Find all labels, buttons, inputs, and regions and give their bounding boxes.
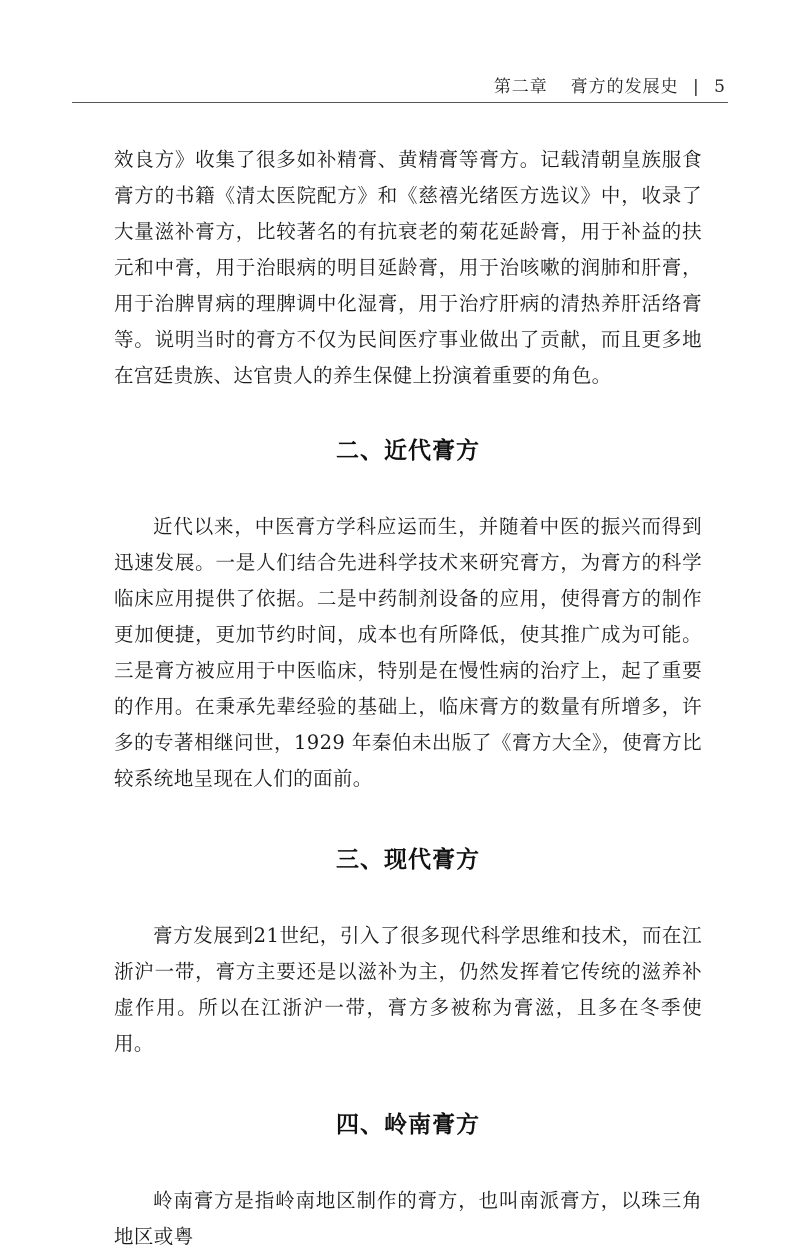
chapter-label: 第二章 xyxy=(493,77,548,97)
paragraph-lingnan: 岭南膏方是指岭南地区制作的膏方，也叫南派膏方，以珠三角地区或粤 xyxy=(114,1189,702,1248)
page-body xyxy=(114,142,702,1255)
running-header xyxy=(494,72,726,97)
section-heading-lingnan: 四、岭南膏方 xyxy=(336,1112,480,1138)
page-number: 5 xyxy=(714,77,726,97)
chapter-title: 膏方的发展史 xyxy=(570,77,679,97)
section-heading-modern-era: 二、近代膏方 xyxy=(336,438,480,464)
paragraph-contemporary: 膏方发展到21世纪，引入了很多现代科学思维和技术，而在江浙沪一带，膏方主要还是以滋补为主，仍然发挥着它传统的滋养补虚作用。所以在江浙沪一带，膏方多被称为膏滋，且多在冬季使用。 xyxy=(114,924,702,1055)
header-separator: | xyxy=(693,77,700,97)
paragraph-continued: 效良方》收集了很多如补精膏、黄精膏等膏方。记载清朝皇族服食膏方的书籍《清太医院配方》和《慈禧光绪医方选议》中，收录了大量滋补膏方，比较著名的有抗衰老的菊花延龄膏，用于补益的扶元和中膏，用于治眼病的明目延龄膏，用于治咳嗽的润肺和肝膏，用于治脾胃病的理脾调中化湿膏，用于治疗肝病的清热养肝活络膏等。说明当时的膏方不仅为民间医疗事业做出了贡献，而且更多地在宫廷贵族、达官贵人的养生保健上扮演着重要的角色。 xyxy=(114,148,702,387)
paragraph-modern-era: 近代以来，中医膏方学科应运而生，并随着中医的振兴而得到迅速发展。一是人们结合先进科学技术来研究膏方，为膏方的科学临床应用提供了依据。二是中药制剂设备的应用，使得膏方的制作更加便捷，更加节约时间，成本也有所降低，使其推广成为可能。三是膏方被应用于中医临床，特别是在慢性病的治疗上，起了重要的作用。在秉承先辈经验的基础上，临床膏方的数量有所增多，许多的专著相继问世，1929 年秦伯未出版了《膏方大全》，使膏方比较系统地呈现在人们的面前。 xyxy=(114,515,702,790)
header-rule xyxy=(72,102,728,103)
section-heading-contemporary: 三、现代膏方 xyxy=(336,847,480,873)
